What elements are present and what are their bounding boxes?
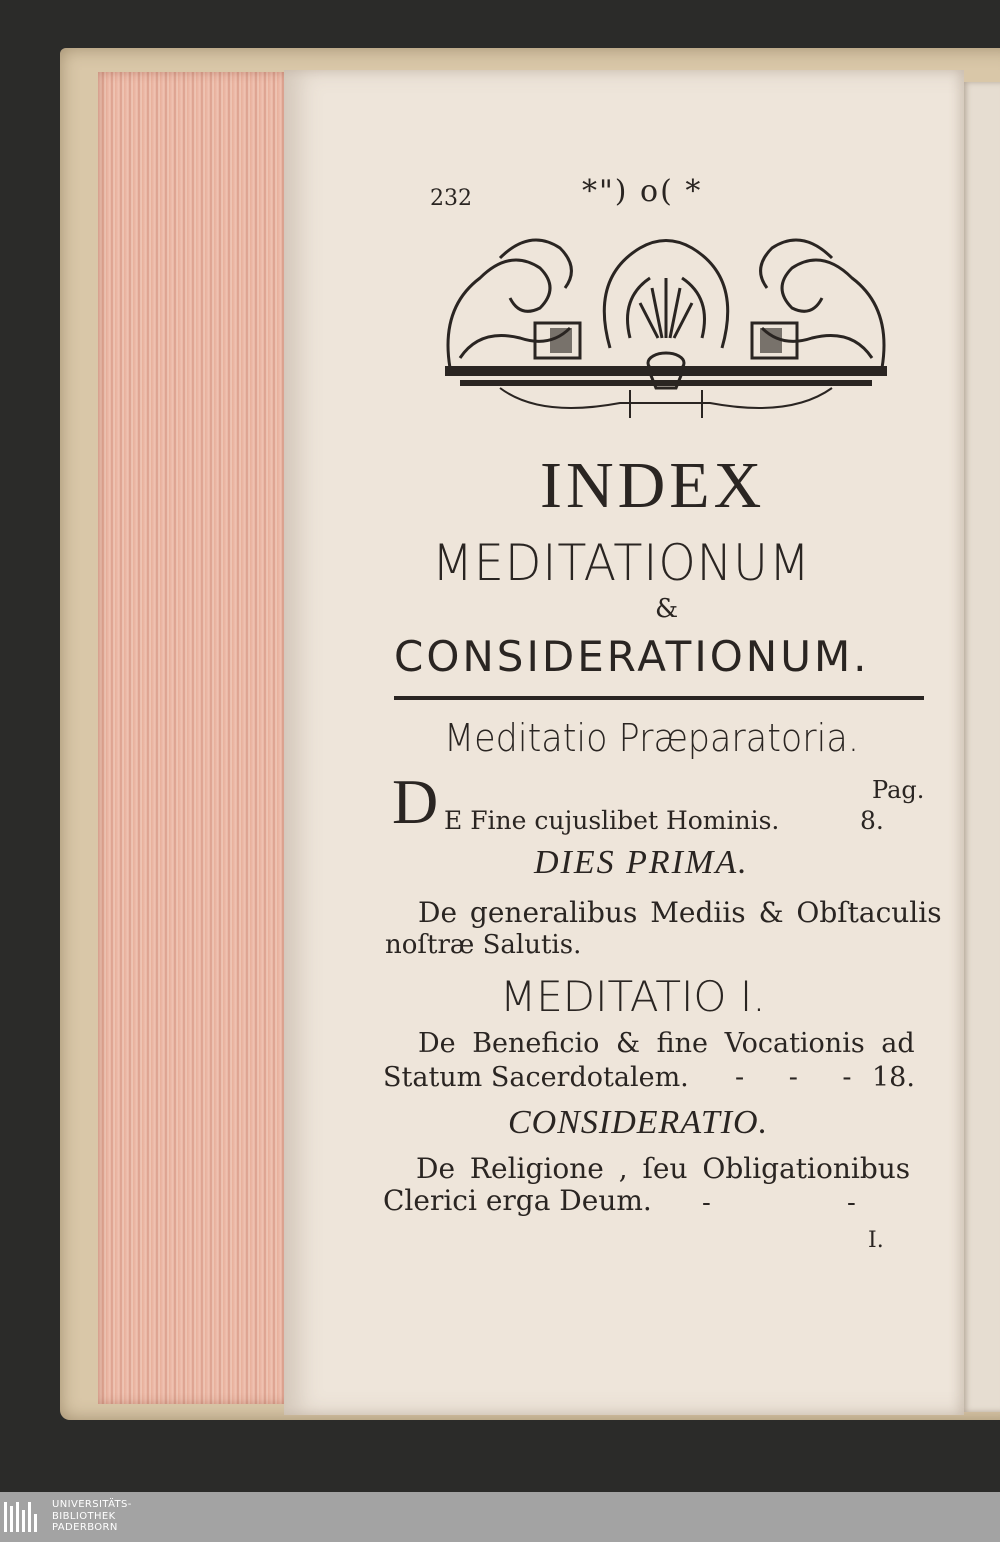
title-meditationum: MEDITATIONUM <box>432 534 811 592</box>
library-footer-bar <box>0 1492 1000 1542</box>
meditatio-line-2: Statum Sacerdotalem. <box>383 1062 689 1093</box>
catchword: I. <box>868 1228 884 1253</box>
divider-rule <box>394 696 924 700</box>
library-name-line-1: UNIVERSITÄTS- <box>52 1499 132 1510</box>
section-heading: Meditatio Præparatoria. <box>444 716 859 760</box>
consideratio-line-1: De Religione , ſeu Obligationibus <box>416 1152 911 1185</box>
library-logo-icon <box>4 1500 44 1536</box>
meditatio-leader-dashes: - - - <box>735 1062 870 1093</box>
dies-prima-heading: DIES PRIMA. <box>534 844 749 881</box>
drop-cap: D <box>392 766 439 837</box>
library-name-line-2: BIBLIOTHEK <box>52 1510 116 1522</box>
title-index: INDEX <box>540 449 766 522</box>
library-name-line-3: PADERBORN <box>52 1522 118 1533</box>
pag-label: Pag. <box>872 776 925 804</box>
meditatio-heading: MEDITATIO I. <box>500 972 766 1021</box>
page-number: 232 <box>430 186 472 211</box>
title-ampersand: & <box>655 594 679 624</box>
entry-text: E Fine cujuslibet Hominis. <box>444 806 780 835</box>
running-head: *") o( * <box>582 174 703 209</box>
library-name <box>52 1499 132 1534</box>
dies-prima-line-1: De generalibus Mediis & Obſtaculis <box>418 896 942 929</box>
facing-page-edge <box>962 82 1000 1412</box>
meditatio-line-1: De Beneficio & fine Vocationis ad <box>418 1028 915 1059</box>
headpiece-ornament-icon <box>440 218 892 423</box>
consideratio-heading: CONSIDERATIO. <box>508 1104 769 1141</box>
title-considerationum: CONSIDERATIONUM. <box>394 632 870 681</box>
entry-page-number: 8. <box>860 806 884 835</box>
consideratio-leader-dashes: - - <box>702 1188 920 1218</box>
page-edges <box>98 72 290 1404</box>
meditatio-page-number: 18. <box>872 1062 915 1093</box>
consideratio-line-2: Clerici erga Deum. <box>383 1184 652 1217</box>
dies-prima-line-2: noſtræ Salutis. <box>385 930 582 960</box>
